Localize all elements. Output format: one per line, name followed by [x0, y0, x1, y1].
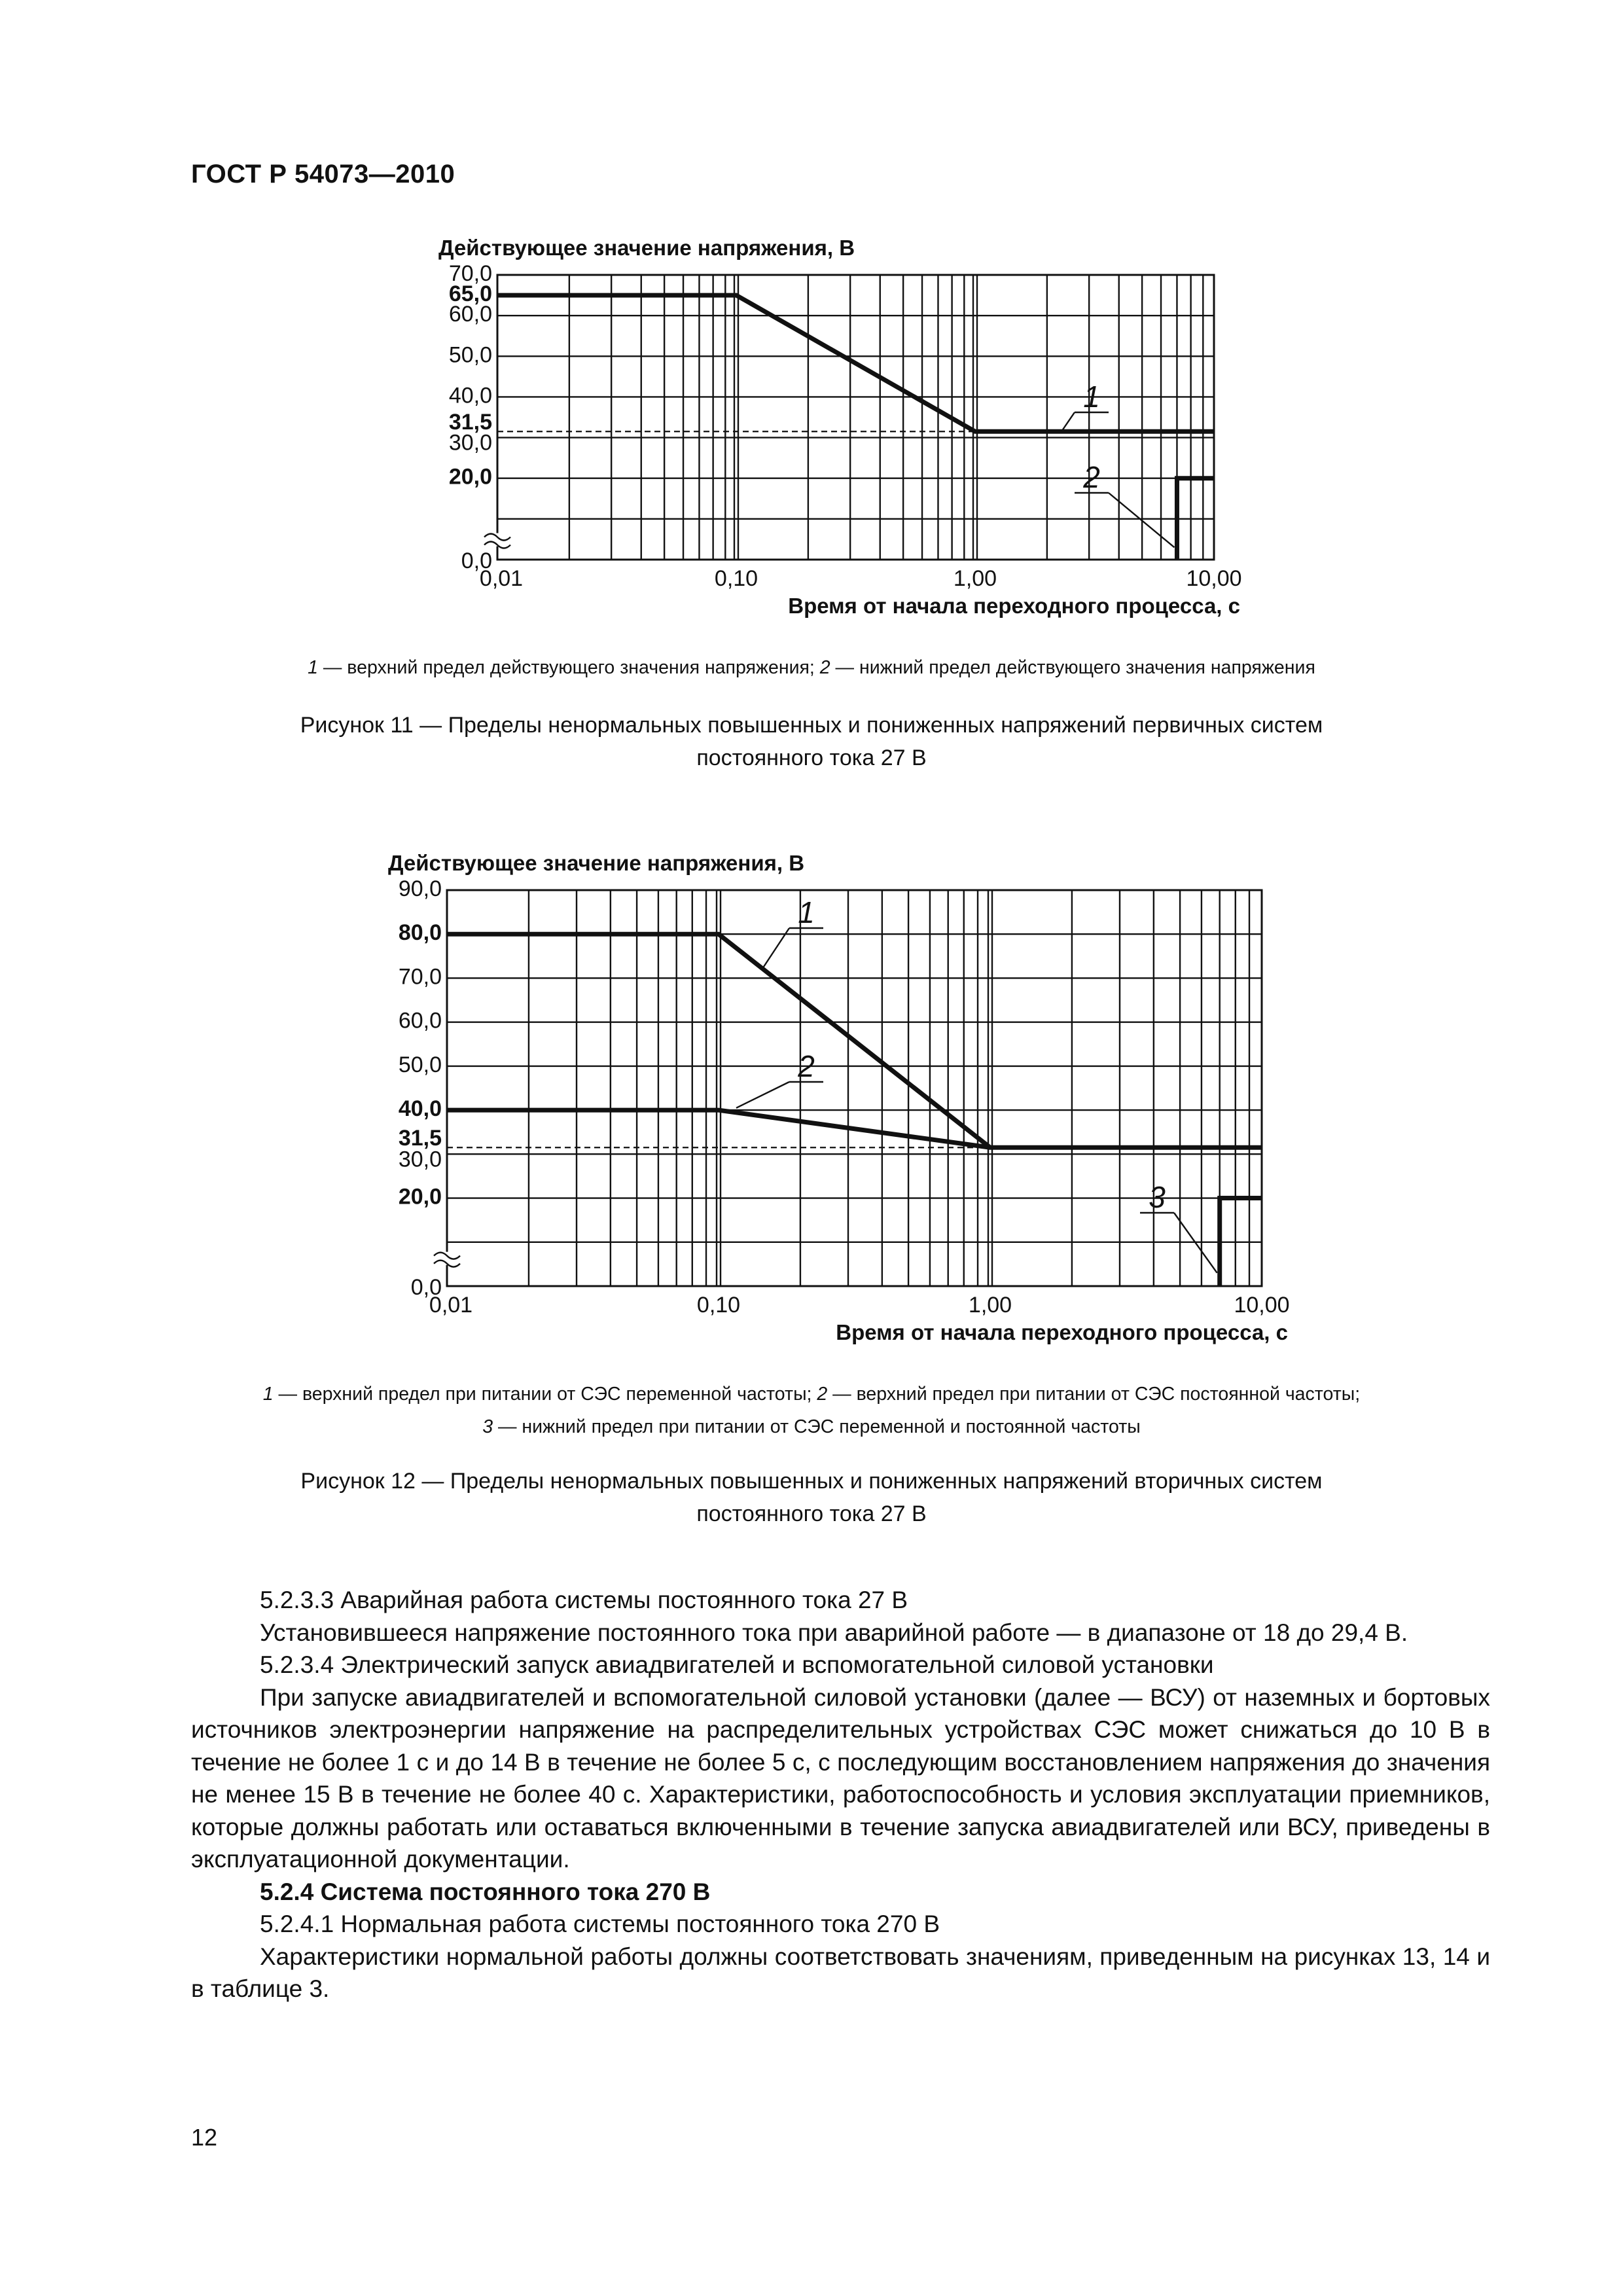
y-tick-label: 20,0	[448, 464, 492, 490]
y-tick-label: 90,0	[398, 876, 442, 901]
legend-number: 2	[817, 1384, 828, 1405]
section-heading: 5.2.3.3 Аварийная работа системы постоянного тока 27 В	[260, 1587, 908, 1613]
paragraph: Установившееся напряжение постоянного тока при аварийной работе — в диапазоне от 18 до 29,4 В.	[260, 1619, 1408, 1646]
plot-frame	[497, 275, 1214, 560]
x-tick-label: 10,00	[1234, 1293, 1290, 1318]
caption-line: Рисунок 11 — Пределы ненормальных повышенных и пониженных напряжений первичных систем	[300, 713, 1323, 738]
y-tick-label: 40,0	[448, 383, 492, 408]
legend-number: 2	[819, 657, 830, 678]
legend-number: 3	[482, 1416, 493, 1437]
y-tick-label: 70,0	[448, 260, 492, 286]
y-tick-label: 31,5	[398, 1126, 442, 1151]
x-tick-label: 1,00	[953, 566, 997, 591]
legend-text: — верхний предел при питании от СЭС постоянной частоты;	[827, 1384, 1361, 1405]
caption-line: Рисунок 12 — Пределы ненормальных повышенных и пониженных напряжений вторичных систем	[300, 1469, 1323, 1494]
figure-12-caption	[216, 1465, 1407, 1530]
y-tick-label: 50,0	[398, 1052, 442, 1077]
callout-label: 2	[1083, 460, 1100, 494]
y-tick-label: 0,0	[461, 548, 492, 573]
callout-label: 1	[798, 895, 815, 929]
figure-11-chart	[0, 216, 1623, 622]
x-tick-label: 0,10	[696, 1293, 741, 1318]
x-axis-title: Время от начала переходного процесса, с	[788, 594, 1240, 618]
y-tick-label: 20,0	[398, 1184, 442, 1210]
body-text	[191, 1584, 1490, 2005]
legend-number: 1	[262, 1384, 274, 1405]
callout-label: 3	[1149, 1180, 1166, 1214]
x-axis-title: Время от начала переходного процесса, с	[836, 1320, 1288, 1344]
figure-11-caption	[216, 709, 1407, 774]
figure-12-legend	[151, 1378, 1472, 1443]
y-tick-label: 70,0	[398, 964, 442, 990]
legend-text: — верхний предел действующего значения напряжения;	[317, 657, 820, 678]
plot-frame	[447, 890, 1262, 1286]
figure-11-legend	[151, 651, 1472, 684]
x-tick-label: 0,01	[429, 1293, 473, 1318]
x-tick-label: 1,00	[968, 1293, 1012, 1318]
legend-text: — нижний предел действующего значения напряжения	[830, 657, 1315, 678]
y-tick-label: 65,0	[448, 281, 492, 307]
legend-line	[151, 1410, 1472, 1443]
callout-leader	[1061, 412, 1075, 431]
callout-label: 1	[1083, 380, 1100, 414]
callout-leader	[736, 1082, 789, 1108]
x-tick-label: 0,10	[714, 566, 758, 591]
callout-label: 2	[798, 1049, 815, 1083]
y-tick-label: 31,5	[448, 410, 492, 435]
y-tick-label: 80,0	[398, 920, 442, 946]
legend-text: — верхний предел при питании от СЭС переменной частоты;	[273, 1384, 817, 1405]
y-axis-title: Действующее значение напряжения, В	[438, 236, 855, 260]
y-tick-label: 40,0	[398, 1096, 442, 1122]
y-tick-label: 60,0	[448, 302, 492, 327]
figure-12-chart	[0, 844, 1623, 1355]
y-tick-label: 30,0	[448, 430, 492, 456]
paragraph: При запуске авиадвигателей и вспомогательной силовой установки (далее — ВСУ) от наземных и бортовых источников электроэнергии напряжение на распределительных устройствах СЭС может снижаться до 10 В в течение не более 1 с и до 14 В в течение не более 5 с, с последующим восстановлением напряжения до значения не менее 15 В в течение не более 40 с. Характеристики, работоспособность и условия эксплуатации приемников, которые должны работать или оставаться включенными в течение запуска авиадвигателей или ВСУ, приведены в эксплуатационной документации.	[191, 1683, 1490, 1873]
y-tick-label: 30,0	[398, 1147, 442, 1172]
legend-number: 1	[308, 657, 318, 678]
y-axis-title: Действующее значение напряжения, В	[388, 851, 805, 875]
paragraph: Характеристики нормальной работы должны соответствовать значениям, приведенным на рисунках 13, 14 и в таблице 3.	[191, 1943, 1490, 2002]
document-header: ГОСТ Р 54073—2010	[191, 160, 455, 188]
legend-line	[151, 1378, 1472, 1410]
page-number: 12	[191, 2124, 218, 2151]
caption-line: постоянного тока 27 В	[696, 1501, 927, 1526]
x-tick-label: 0,01	[479, 566, 524, 591]
y-tick-label: 60,0	[398, 1008, 442, 1033]
y-tick-label: 0,0	[410, 1274, 442, 1300]
y-tick-label: 50,0	[448, 342, 492, 368]
section-heading-bold: 5.2.4 Система постоянного тока 270 В	[260, 1878, 711, 1905]
caption-line: постоянного тока 27 В	[696, 745, 927, 770]
section-heading: 5.2.3.4 Электрический запуск авиадвигателей и вспомогательной силовой установки	[260, 1651, 1214, 1678]
series-line-1	[447, 934, 1262, 1147]
legend-text: — нижний предел при питании от СЭС переменной и постоянной частоты	[493, 1416, 1141, 1437]
x-tick-label: 10,00	[1186, 566, 1242, 591]
section-heading: 5.2.4.1 Нормальная работа системы постоянного тока 270 В	[260, 1910, 940, 1937]
